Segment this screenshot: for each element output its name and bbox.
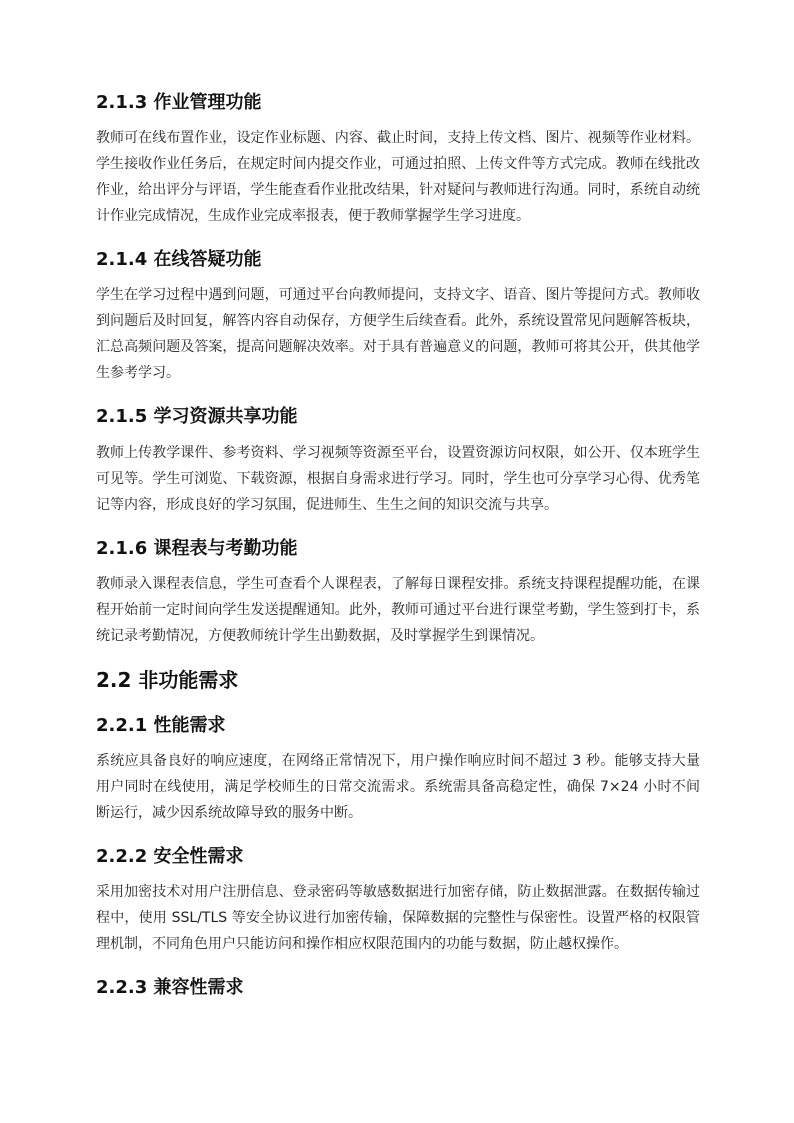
section-heading: 2.1.5 学习资源共享功能	[96, 406, 298, 428]
section-2-1-3	[96, 90, 700, 229]
section-paragraph: 系统应具备良好的响应速度，在网络正常情况下，用户操作响应时间不超过 3 秒。能够支持大量用户同时在线使用，满足学校师生的日常交流需求。系统需具备高稳定性，确保 7×24 小时不间断运行，减少因系统故障导致的服务中断。	[96, 752, 700, 821]
section-heading: 2.2.1 性能需求	[96, 714, 226, 736]
section-heading: 2.2.2 安全性需求	[96, 845, 244, 867]
section-paragraph: 教师上传教学课件、参考资料、学习视频等资源至平台，设置资源访问权限，如公开、仅本班学生可见等。学生可浏览、下载资源，根据自身需求进行学习。同时，学生也可分享学习心得、优秀笔记等内容，形成良好的学习氛围，促进师生、生生之间的知识交流与共享。	[96, 444, 700, 513]
section-paragraph: 学生在学习过程中遇到问题，可通过平台向教师提问，支持文字、语音、图片等提问方式。教师收到问题后及时回复，解答内容自动保存，方便学生后续查看。此外，系统设置常见问题解答板块，汇总高频问题及答案，提高问题解决效率。对于具有普遍意义的问题，教师可将其公开，供其他学生参考学习。	[96, 287, 700, 382]
section-paragraph: 教师可在线布置作业，设定作业标题、内容、截止时间，支持上传文档、图片、视频等作业材料。学生接收作业任务后，在规定时间内提交作业，可通过拍照、上传文件等方式完成。教师在线批改作业，给出评分与评语，学生能查看作业批改结果，针对疑问与教师进行沟通。同时，系统自动统计作业完成情况，生成作业完成率报表，便于教师掌握学生学习进度。	[96, 130, 700, 225]
document-page	[96, 90, 700, 1010]
section-heading: 2.1.3 作业管理功能	[96, 92, 262, 113]
chapter-2-2	[96, 667, 700, 693]
section-paragraph: 教师录入课程表信息，学生可查看个人课程表，了解每日课程安排。系统支持课程提醒功能，在课程开始前一定时间向学生发送提醒通知。此外，教师可通过平台进行课堂考勤，学生签到打卡，系统记录考勤情况，方便教师统计学生出勤数据，及时掌握学生到课情况。	[96, 575, 700, 644]
section-paragraph: 采用加密技术对用户注册信息、登录密码等敏感数据进行加密存储，防止数据泄露。在数据传输过程中，使用 SSL/TLS 等安全协议进行加密传输，保障数据的完整性与保密性。设置严格的权限管理机制，不同角色用户只能访问和操作相应权限范围内的功能与数据，防止越权操作。	[96, 884, 700, 953]
section-2-1-4	[96, 247, 700, 386]
chapter-heading: 2.2 非功能需求	[96, 667, 239, 692]
section-2-2-2	[96, 844, 700, 957]
section-2-2-1	[96, 713, 700, 826]
section-2-1-5	[96, 404, 700, 517]
section-2-2-3	[96, 975, 700, 1000]
section-heading: 2.2.3 兼容性需求	[96, 977, 244, 999]
section-heading: 2.1.6 课程表与考勤功能	[96, 537, 298, 559]
section-2-1-6	[96, 536, 700, 649]
section-heading: 2.1.4 在线答疑功能	[96, 249, 262, 271]
